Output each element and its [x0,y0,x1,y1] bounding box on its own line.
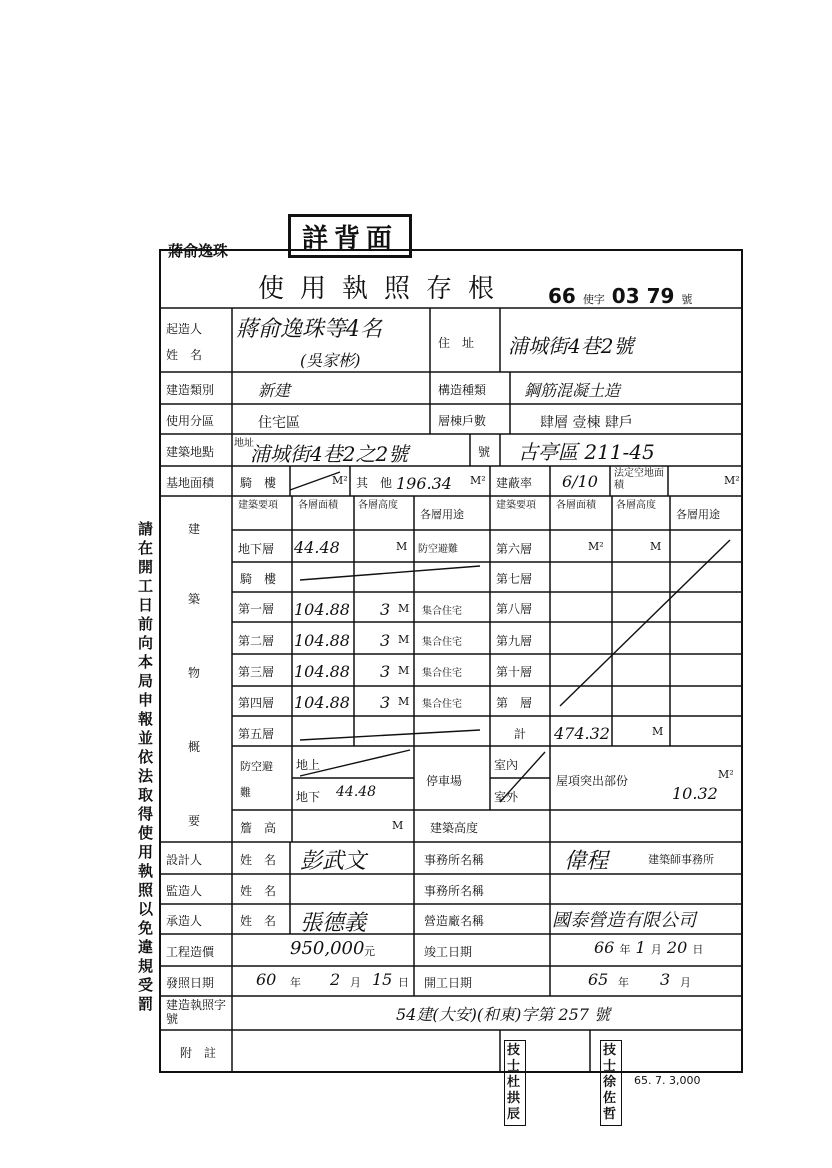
item-header: 建築要項 [238,500,278,511]
site-area-label: 基地面積 [166,476,215,490]
floor-height-header: 各層高度 [358,500,398,511]
indoor-label: 室內 [494,758,519,772]
serial-year: 66 [548,284,576,308]
arcade-row-label: 騎 樓 [240,572,277,586]
address-label: 住 址 [438,336,475,350]
basement-label: 地下層 [238,542,275,556]
eave-label: 簷 高 [240,821,277,835]
f1-area-value: 104.88 [294,600,350,619]
floor-4-label: 第四層 [238,696,275,710]
f1-m-unit: M [398,602,410,615]
side-warning-note: 請在開工日前向本局申報並依法取得使用執照以免違規受罰 [138,520,154,1013]
yuan-unit: 元 [364,945,375,958]
f2-area-value: 104.88 [294,631,350,650]
issue-month-value: 2 [330,970,341,989]
floor-5-label: 第五層 [238,727,275,741]
issue-year-value: 60 [256,970,277,989]
start-month-value: 3 [660,970,671,989]
total-m-unit: M [652,725,664,738]
f2-use-value: 集合住宅 [422,637,462,648]
other-label: 其 他 [356,476,393,490]
building-vertical-3: 物 [188,666,201,680]
issue-month-unit: 月 [350,976,361,989]
lot-suffix-label: 號 [478,445,491,459]
cost-value: 950,000 [290,938,365,959]
remarks-label: 附 註 [180,1046,217,1060]
arcade-label: 騎 樓 [240,476,277,490]
arcade-m2-unit: M² [332,474,348,487]
coverage-label: 建蔽率 [496,476,533,490]
start-year-unit: 年 [618,976,629,989]
inspector-stamp-right: 技士徐佐哲 [600,1040,622,1126]
contractor-value: 張德義 [300,911,367,936]
roof-area-value: 10.32 [672,784,718,803]
basement-use-value: 防空避難 [418,544,458,555]
applicant-label: 起造人 [166,322,203,336]
addr-box-label: 地址 [234,438,254,449]
shelter-below-value: 44.48 [336,784,377,800]
print-code: 65. 7. 3,000 [634,1074,701,1087]
eave-m-unit: M [392,819,404,832]
inspector-stamp-left: 技士杜拱辰 [504,1040,526,1126]
permit-no-value: 54建(大安)(和東)字第 257 號 [396,1005,611,1024]
f6-m2-unit: M² [588,540,604,553]
detail-back-stamp: 詳背面 [288,214,412,258]
shelter-above-label: 地上 [296,758,321,772]
floor-use-header-2: 各層用途 [676,508,720,521]
finish-day-value: 20 [666,938,688,957]
roof-label: 屋項突出部份 [556,774,629,788]
f2-m-unit: M [398,633,410,646]
serial-suffix: 號 [681,293,693,306]
address-value: 浦城街4巷2號 [508,334,634,358]
floors-units-value: 肆層 壹棟 肆戶 [540,415,633,431]
designer-name-label: 姓 名 [240,853,277,867]
f6-m-unit: M [650,540,662,553]
item-header-2: 建築要項 [496,500,536,511]
floor-9-label: 第九層 [496,634,533,648]
designer-value: 彭武文 [300,849,367,874]
applicant-value: 蔣俞逸珠等4名 [236,317,382,342]
f4-use-value: 集合住宅 [422,699,462,710]
issue-day-unit: 日 [398,976,409,989]
other-m2-unit: M² [470,474,486,487]
shelter-label: 防空避難 [240,760,273,799]
serial-char: 使字 [582,293,605,306]
shelter-below-label: 地下 [296,790,321,804]
build-type-label: 建造類別 [166,383,215,397]
build-type-value: 新建 [258,381,291,400]
coverage-value: 6/10 [562,472,598,491]
f4-height-value: 3 [380,693,391,712]
floor-n-label: 第 層 [496,696,533,710]
start-month-unit: 月 [680,976,691,989]
floor-1-label: 第一層 [238,602,275,616]
finish-year-unit: 年 [619,943,631,956]
contractor-label: 承造人 [166,914,203,928]
permit-no-label: 建造執照字號 [166,998,227,1026]
basement-area-value: 44.48 [294,538,340,557]
supervisor-label: 監造人 [166,884,203,898]
f3-m-unit: M [398,664,410,677]
designer-office-label: 事務所名稱 [424,853,485,867]
legal-open-m2-unit: M² [724,474,740,487]
floor-3-label: 第三層 [238,665,275,679]
building-vertical-4: 概 [188,740,201,754]
serial-no: 03 79 [611,284,675,308]
cost-label: 工程造價 [166,945,215,959]
usage-zone-label: 使用分區 [166,414,215,428]
floors-units-label: 層棟戶數 [438,414,487,428]
struct-type-value: 鋼筋混凝土造 [524,381,621,400]
serial-number [548,284,692,308]
f1-height-value: 3 [380,600,391,619]
f4-m-unit: M [398,695,410,708]
f2-height-value: 3 [380,631,391,650]
finish-day-unit: 日 [692,943,704,956]
designer-label: 設計人 [166,853,203,867]
bldg-height-label: 建築高度 [430,821,479,835]
roof-m2-unit: M² [718,768,734,781]
designer-office-value: 偉程 [564,849,609,874]
finish-year-value: 66 [594,938,615,957]
floor-6-label: 第六層 [496,542,533,556]
parking-label: 停車場 [426,774,463,788]
total-area-value: 474.32 [554,724,610,743]
floor-height-header-2: 各層高度 [616,500,656,511]
f3-height-value: 3 [380,662,391,681]
f1-use-value: 集合住宅 [422,606,462,617]
site-address-value: 浦城街4巷2之2號 [250,442,409,466]
supervisor-office-label: 事務所名稱 [424,884,485,898]
floor-2-label: 第二層 [238,634,275,648]
architect-office-suffix: 建築師事務所 [648,853,714,866]
finish-month-value: 1 [635,938,646,957]
site-lot-value: 古亭區 211-45 [518,440,655,464]
floor-8-label: 第八層 [496,602,533,616]
f3-area-value: 104.88 [294,662,350,681]
finish-date [594,938,703,957]
floor-area-header-2: 各層面積 [556,500,596,511]
f4-area-value: 104.88 [294,693,350,712]
applicant-name-label: 姓 名 [166,348,203,362]
finish-date-label: 竣工日期 [424,945,473,959]
issue-year-unit: 年 [290,976,301,989]
other-area-value: 196.34 [396,474,452,493]
contractor-factory-label: 營造廠名稱 [424,914,485,928]
issue-date-label: 發照日期 [166,976,215,990]
building-vertical-5: 要 [188,814,201,828]
total-label: 計 [514,727,527,741]
start-year-value: 65 [588,970,609,989]
contractor-factory-value: 國泰營造有限公司 [552,910,696,931]
owner-top-note: 蔣俞逸珠 [168,242,229,260]
basement-m-unit: M [396,540,408,553]
contractor-name-label: 姓 名 [240,914,277,928]
floor-10-label: 第十層 [496,665,533,679]
usage-zone-value: 住宅區 [258,415,300,431]
building-vertical-2: 築 [188,592,201,606]
finish-month-unit: 月 [650,943,662,956]
f3-use-value: 集合住宅 [422,668,462,679]
page-title: 使用執照存根 [258,274,511,304]
start-date-label: 開工日期 [424,976,473,990]
floor-area-header: 各層面積 [298,500,338,511]
outdoor-label: 室外 [494,790,519,804]
floor-use-header: 各層用途 [420,508,464,521]
supervisor-name-label: 姓 名 [240,884,277,898]
issue-day-value: 15 [372,970,393,989]
legal-open-label: 法定空地面積 [614,468,664,491]
floor-7-label: 第七層 [496,572,533,586]
struct-type-label: 構造種類 [438,383,487,397]
applicant-sub-value: (吳家彬) [300,351,361,370]
building-vertical-1: 建 [188,522,201,536]
site-location-label: 建築地點 [166,445,215,459]
